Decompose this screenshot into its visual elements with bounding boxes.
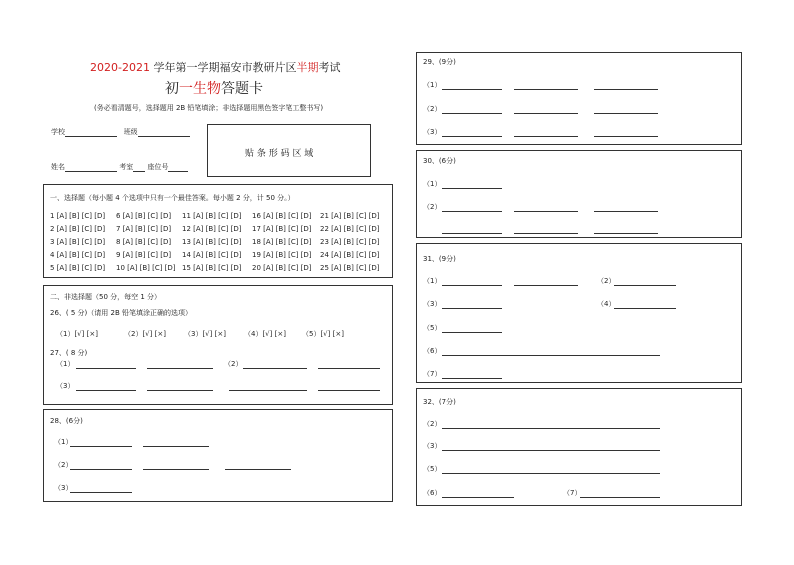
q29-title: 29、(9分)	[423, 58, 456, 66]
q26-option[interactable]: （3）[√] [×]	[184, 330, 226, 338]
q26-option[interactable]: （4）[√] [×]	[244, 330, 286, 338]
q27-blank[interactable]	[76, 390, 136, 391]
q27-blank[interactable]	[243, 368, 307, 369]
choice-item[interactable]: 21 [A] [B] [C] [D]	[320, 212, 380, 220]
q29-blank[interactable]	[594, 89, 658, 90]
q27-label-1: （1）	[56, 360, 75, 368]
choice-item[interactable]: 16 [A] [B] [C] [D]	[252, 212, 312, 220]
q28-label-1: （1）	[54, 438, 73, 446]
q31-label-4: （4）	[597, 300, 616, 308]
q30-title: 30、(6分)	[423, 157, 456, 165]
q31-label-7: （7）	[423, 370, 442, 378]
q27-blank[interactable]	[147, 368, 213, 369]
q30-blank[interactable]	[594, 211, 658, 212]
q27-blank[interactable]	[229, 390, 307, 391]
q31-blank[interactable]	[442, 308, 502, 309]
choice-item[interactable]: 7 [A] [B] [C] [D]	[116, 225, 172, 233]
card-title-b: 答题卡	[221, 81, 263, 97]
q28-label-2: （2）	[54, 461, 73, 469]
choice-item[interactable]: 3 [A] [B] [C] [D]	[50, 238, 106, 246]
q28-blank[interactable]	[143, 469, 209, 470]
section-choice	[43, 184, 393, 278]
choice-item[interactable]: 5 [A] [B] [C] [D]	[50, 264, 106, 272]
exam-title-red: 半期	[296, 61, 319, 74]
q31-blank[interactable]	[442, 285, 502, 286]
q32-label-5: （5）	[423, 465, 442, 473]
seat-field[interactable]	[168, 171, 188, 172]
q29-blank[interactable]	[594, 136, 658, 137]
q31-blank[interactable]	[442, 355, 660, 356]
q32-blank[interactable]	[580, 497, 660, 498]
q32-blank[interactable]	[442, 473, 660, 474]
q28-blank[interactable]	[70, 446, 132, 447]
q30-blank[interactable]	[442, 233, 502, 234]
name-field[interactable]	[65, 171, 117, 172]
seat-label: 座位号	[147, 163, 169, 171]
q30-blank[interactable]	[442, 188, 502, 189]
q31-label-1: （1）	[423, 277, 442, 285]
q31-box	[416, 243, 742, 383]
q31-blank[interactable]	[514, 285, 578, 286]
q30-blank[interactable]	[442, 211, 502, 212]
q29-box	[416, 52, 742, 145]
q32-label-6: （6）	[423, 489, 442, 497]
q28-blank[interactable]	[225, 469, 291, 470]
q26-option[interactable]: （5）[√] [×]	[302, 330, 344, 338]
q28-label-3: （3）	[54, 484, 73, 492]
q31-label-5: （5）	[423, 324, 442, 332]
choice-item[interactable]: 23 [A] [B] [C] [D]	[320, 238, 380, 246]
choice-item[interactable]: 13 [A] [B] [C] [D]	[182, 238, 242, 246]
card-title	[165, 78, 263, 98]
class-label: 班级	[123, 128, 138, 136]
q29-label-1: （1）	[423, 81, 442, 89]
q29-label-2: （2）	[423, 105, 442, 113]
room-field[interactable]	[133, 171, 145, 172]
choice-item[interactable]: 10 [A] [B] [C] [D]	[116, 264, 176, 272]
school-row	[51, 127, 190, 137]
exam-title-mid: 学年第一学期福安市教研片区	[149, 61, 297, 74]
choice-item[interactable]: 14 [A] [B] [C] [D]	[182, 251, 242, 259]
q29-blank[interactable]	[442, 136, 502, 137]
choice-item[interactable]: 17 [A] [B] [C] [D]	[252, 225, 312, 233]
q32-blank[interactable]	[442, 497, 514, 498]
q30-label-1: （1）	[423, 180, 442, 188]
q32-label-3: （3）	[423, 442, 442, 450]
q28-box	[43, 409, 393, 502]
q29-label-3: （3）	[423, 128, 442, 136]
q32-label-7: （7）	[563, 489, 582, 497]
q26-option[interactable]: （2）[√] [×]	[124, 330, 166, 338]
q31-blank[interactable]	[614, 285, 676, 286]
q27-blank[interactable]	[147, 390, 213, 391]
q32-blank[interactable]	[442, 450, 660, 451]
q32-box	[416, 388, 742, 506]
choice-item[interactable]: 19 [A] [B] [C] [D]	[252, 251, 312, 259]
barcode-area	[207, 124, 371, 177]
q27-blank[interactable]	[318, 390, 380, 391]
name-row	[51, 162, 188, 172]
q29-blank[interactable]	[442, 89, 502, 90]
q29-blank[interactable]	[514, 113, 578, 114]
choice-item[interactable]: 6 [A] [B] [C] [D]	[116, 212, 172, 220]
q26-title: 26、( 5 分)（请用 2B 铅笔填涂正确的选项）	[50, 309, 192, 317]
q31-label-2: （2）	[597, 277, 616, 285]
choice-item[interactable]: 1 [A] [B] [C] [D]	[50, 212, 106, 220]
school-field[interactable]	[65, 136, 117, 137]
q27-title: 27、( 8 分)	[50, 349, 88, 357]
name-label: 姓名	[51, 163, 65, 171]
q27-blank[interactable]	[318, 368, 380, 369]
exam-title-end: 考试	[318, 61, 341, 74]
choice-item[interactable]: 18 [A] [B] [C] [D]	[252, 238, 312, 246]
exam-title	[90, 59, 340, 75]
q27-label-3: （3）	[56, 382, 75, 390]
q27-blank[interactable]	[76, 368, 136, 369]
q30-blank[interactable]	[514, 211, 578, 212]
q28-title: 28、(6分)	[50, 417, 83, 425]
barcode-label: 贴 条 形 码 区 域	[245, 149, 314, 159]
q32-label-2: （2）	[423, 420, 442, 428]
q28-blank[interactable]	[143, 446, 209, 447]
choice-item[interactable]: 22 [A] [B] [C] [D]	[320, 225, 380, 233]
choice-item[interactable]: 11 [A] [B] [C] [D]	[182, 212, 242, 220]
room-label: 考室	[119, 163, 134, 171]
section-open-title: 二、非选择题（50 分，每空 1 分）	[50, 293, 162, 301]
choice-item[interactable]: 8 [A] [B] [C] [D]	[116, 238, 172, 246]
q31-blank[interactable]	[614, 308, 676, 309]
q31-blank[interactable]	[442, 378, 502, 379]
q32-title: 32、(7分)	[423, 398, 456, 406]
q30-blank[interactable]	[594, 233, 658, 234]
class-field[interactable]	[138, 136, 190, 137]
section-open	[43, 285, 393, 405]
choice-item[interactable]: 25 [A] [B] [C] [D]	[320, 264, 380, 272]
choice-item[interactable]: 12 [A] [B] [C] [D]	[182, 225, 242, 233]
exam-year: 2020-2021	[90, 61, 150, 74]
choice-item[interactable]: 2 [A] [B] [C] [D]	[50, 225, 106, 233]
section-choice-title: 一、选择题（每小题 4 个选项中只有一个最佳答案。每小题 2 分，计 50 分。）	[50, 194, 295, 202]
q30-blank[interactable]	[514, 233, 578, 234]
card-title-a: 初	[165, 81, 179, 97]
school-label: 学校	[51, 128, 65, 136]
q28-blank[interactable]	[70, 492, 132, 493]
q32-blank[interactable]	[442, 428, 660, 429]
choice-item[interactable]: 4 [A] [B] [C] [D]	[50, 251, 106, 259]
q31-label-3: （3）	[423, 300, 442, 308]
q30-box	[416, 150, 742, 238]
choice-item[interactable]: 15 [A] [B] [C] [D]	[182, 264, 242, 272]
choice-item[interactable]: 24 [A] [B] [C] [D]	[320, 251, 380, 259]
q31-blank[interactable]	[442, 332, 502, 333]
q29-blank[interactable]	[514, 136, 578, 137]
choice-item[interactable]: 9 [A] [B] [C] [D]	[116, 251, 172, 259]
q31-label-6: （6）	[423, 347, 442, 355]
q31-title: 31、(9分)	[423, 255, 456, 263]
q29-blank[interactable]	[442, 113, 502, 114]
choice-item[interactable]: 20 [A] [B] [C] [D]	[252, 264, 312, 272]
card-title-subject: 一生物	[179, 81, 221, 97]
q27-label-2: （2）	[224, 360, 243, 368]
instructions-note: (务必看清题号，选择题用 2B 铅笔填涂；非选择题用黑色签字笔工整书写)	[94, 104, 324, 112]
q28-blank[interactable]	[70, 469, 132, 470]
q29-blank[interactable]	[594, 113, 658, 114]
q29-blank[interactable]	[514, 89, 578, 90]
q30-label-2: （2）	[423, 203, 442, 211]
q26-option[interactable]: （1）[√] [×]	[56, 330, 98, 338]
